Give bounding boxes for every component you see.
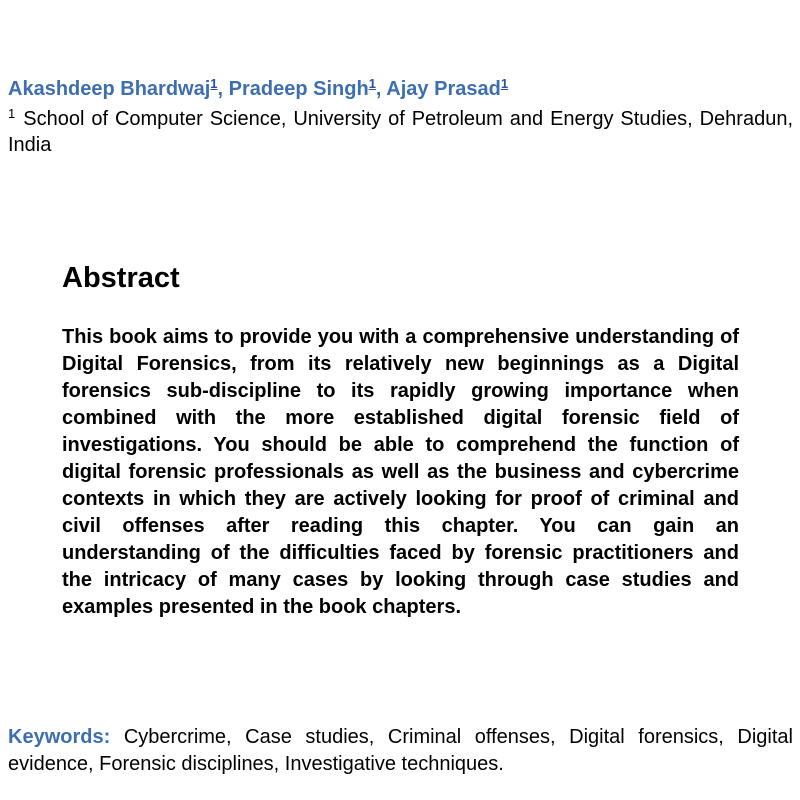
author-list bbox=[8, 78, 508, 101]
author-separator: , bbox=[375, 78, 387, 100]
author-name: Akashdeep Bhardwaj bbox=[8, 78, 211, 100]
keywords-text: Cybercrime, Case studies, Criminal offenses, Digital forensics, Digital evidence, Forensic disciplines, Investigative techniques. bbox=[8, 726, 793, 775]
affiliation bbox=[8, 106, 793, 158]
author-name: Ajay Prasad bbox=[386, 78, 501, 100]
keywords bbox=[8, 724, 793, 778]
affiliation-marker: 1 bbox=[8, 106, 16, 121]
author-separator: , bbox=[217, 78, 229, 100]
abstract-heading: Abstract bbox=[62, 262, 180, 294]
author-name: Pradeep Singh bbox=[228, 78, 369, 100]
affiliation-link[interactable]: 1 bbox=[210, 76, 218, 91]
affiliation-link[interactable]: 1 bbox=[500, 76, 509, 91]
affiliation-link[interactable]: 1 bbox=[368, 76, 376, 91]
keywords-label: Keywords: bbox=[8, 726, 111, 748]
affiliation-text: School of Computer Science, University of Petroleum and Energy Studies, Dehradun, India bbox=[8, 108, 793, 156]
abstract-body: This book aims to provide you with a comprehensive understanding of Digital Forensics, from its relatively new beginnings as a Digital forensics sub-discipline to its rapidly growing importance when combined with the more established digital forensic field of investigations. You should be able to comprehend the function of digital forensic professionals as well as the business and cybercrime contexts in which they are actively looking for proof of criminal and civil offenses after reading this chapter. You can gain an understanding of the difficulties faced by forensic practitioners and the intricacy of many cases by looking through case studies and examples presented in the book chapters. bbox=[62, 326, 739, 618]
